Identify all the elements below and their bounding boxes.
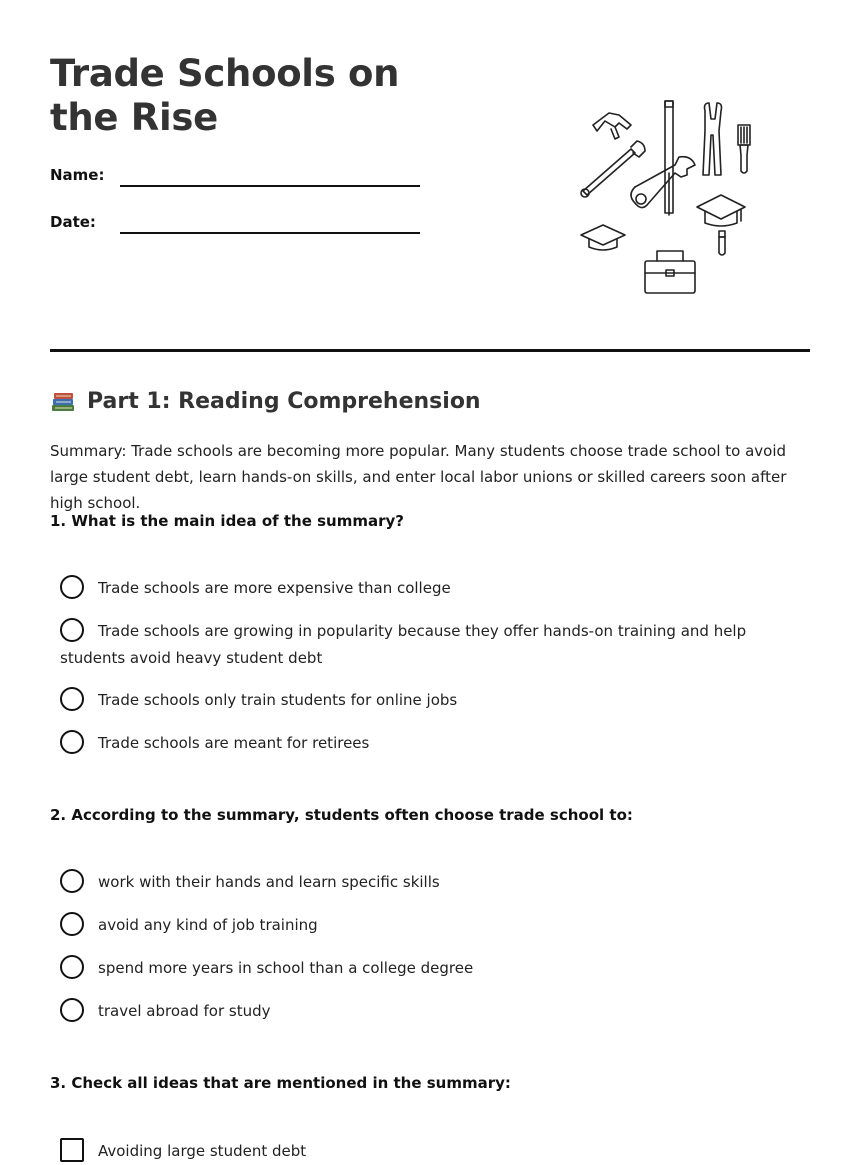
option-label: Trade schools are growing in popularity because they offer hands-on training and help students avoid heavy student debt (60, 622, 747, 667)
q1-option-2[interactable] (60, 618, 800, 672)
graduation-cap-icon (697, 195, 745, 226)
books-icon (50, 388, 76, 414)
q2-option-1[interactable] (60, 869, 800, 896)
q1-option-3[interactable] (60, 687, 800, 714)
worksheet-header (50, 52, 470, 140)
question-2: 2. According to the summary, students often choose trade school to: (50, 806, 633, 824)
paintbrush-icon (738, 125, 750, 173)
radio-button[interactable] (60, 687, 84, 711)
option-label: Avoiding large student debt (98, 1142, 307, 1160)
q2-option-2[interactable] (60, 912, 800, 939)
question-3: 3. Check all ideas that are mentioned in the summary: (50, 1074, 511, 1092)
option-label: work with their hands and learn specific skills (98, 873, 440, 891)
screwdriver-icon (719, 231, 725, 255)
option-label: Trade schools only train students for online jobs (98, 691, 458, 709)
section-heading (50, 388, 481, 414)
toolbox-icon (645, 251, 695, 293)
page-title: Trade Schools on the Rise (50, 52, 400, 139)
radio-button[interactable] (60, 869, 84, 893)
radio-button[interactable] (60, 955, 84, 979)
date-input-line[interactable] (120, 232, 420, 234)
name-label: Name: (50, 166, 105, 184)
summary-text: Summary: Trade schools are becoming more popular. Many students choose trade school to avoid large student debt, learn hands-on skills, and enter local labor unions or skilled careers soon after high school. (50, 442, 787, 512)
date-field[interactable] (50, 213, 430, 243)
pliers-icon (703, 103, 722, 175)
radio-button[interactable] (60, 575, 84, 599)
date-label: Date: (50, 213, 96, 231)
option-label: Trade schools are more expensive than college (98, 579, 451, 597)
tools-illustration (575, 95, 755, 300)
section-divider (50, 349, 810, 352)
name-field[interactable] (50, 166, 430, 196)
radio-button[interactable] (60, 618, 84, 642)
option-label: avoid any kind of job training (98, 916, 318, 934)
q2-option-3[interactable] (60, 955, 800, 982)
radio-button[interactable] (60, 730, 84, 754)
section-title: Part 1: Reading Comprehension (87, 388, 481, 414)
option-label: Trade schools are meant for retirees (98, 734, 370, 752)
q1-option-4[interactable] (60, 730, 800, 757)
graduation-cap-icon (581, 225, 625, 250)
option-label: spend more years in school than a college degree (98, 959, 474, 977)
radio-button[interactable] (60, 912, 84, 936)
radio-button[interactable] (60, 998, 84, 1022)
spanner-icon (631, 157, 695, 215)
question-1: 1. What is the main idea of the summary? (50, 512, 404, 530)
wrench-icon (581, 141, 645, 197)
checkbox[interactable] (60, 1138, 84, 1162)
name-input-line[interactable] (120, 185, 420, 187)
q1-option-1[interactable] (60, 575, 800, 602)
q2-option-4[interactable] (60, 998, 800, 1025)
hammer-icon (593, 113, 631, 139)
option-label: travel abroad for study (98, 1002, 271, 1020)
